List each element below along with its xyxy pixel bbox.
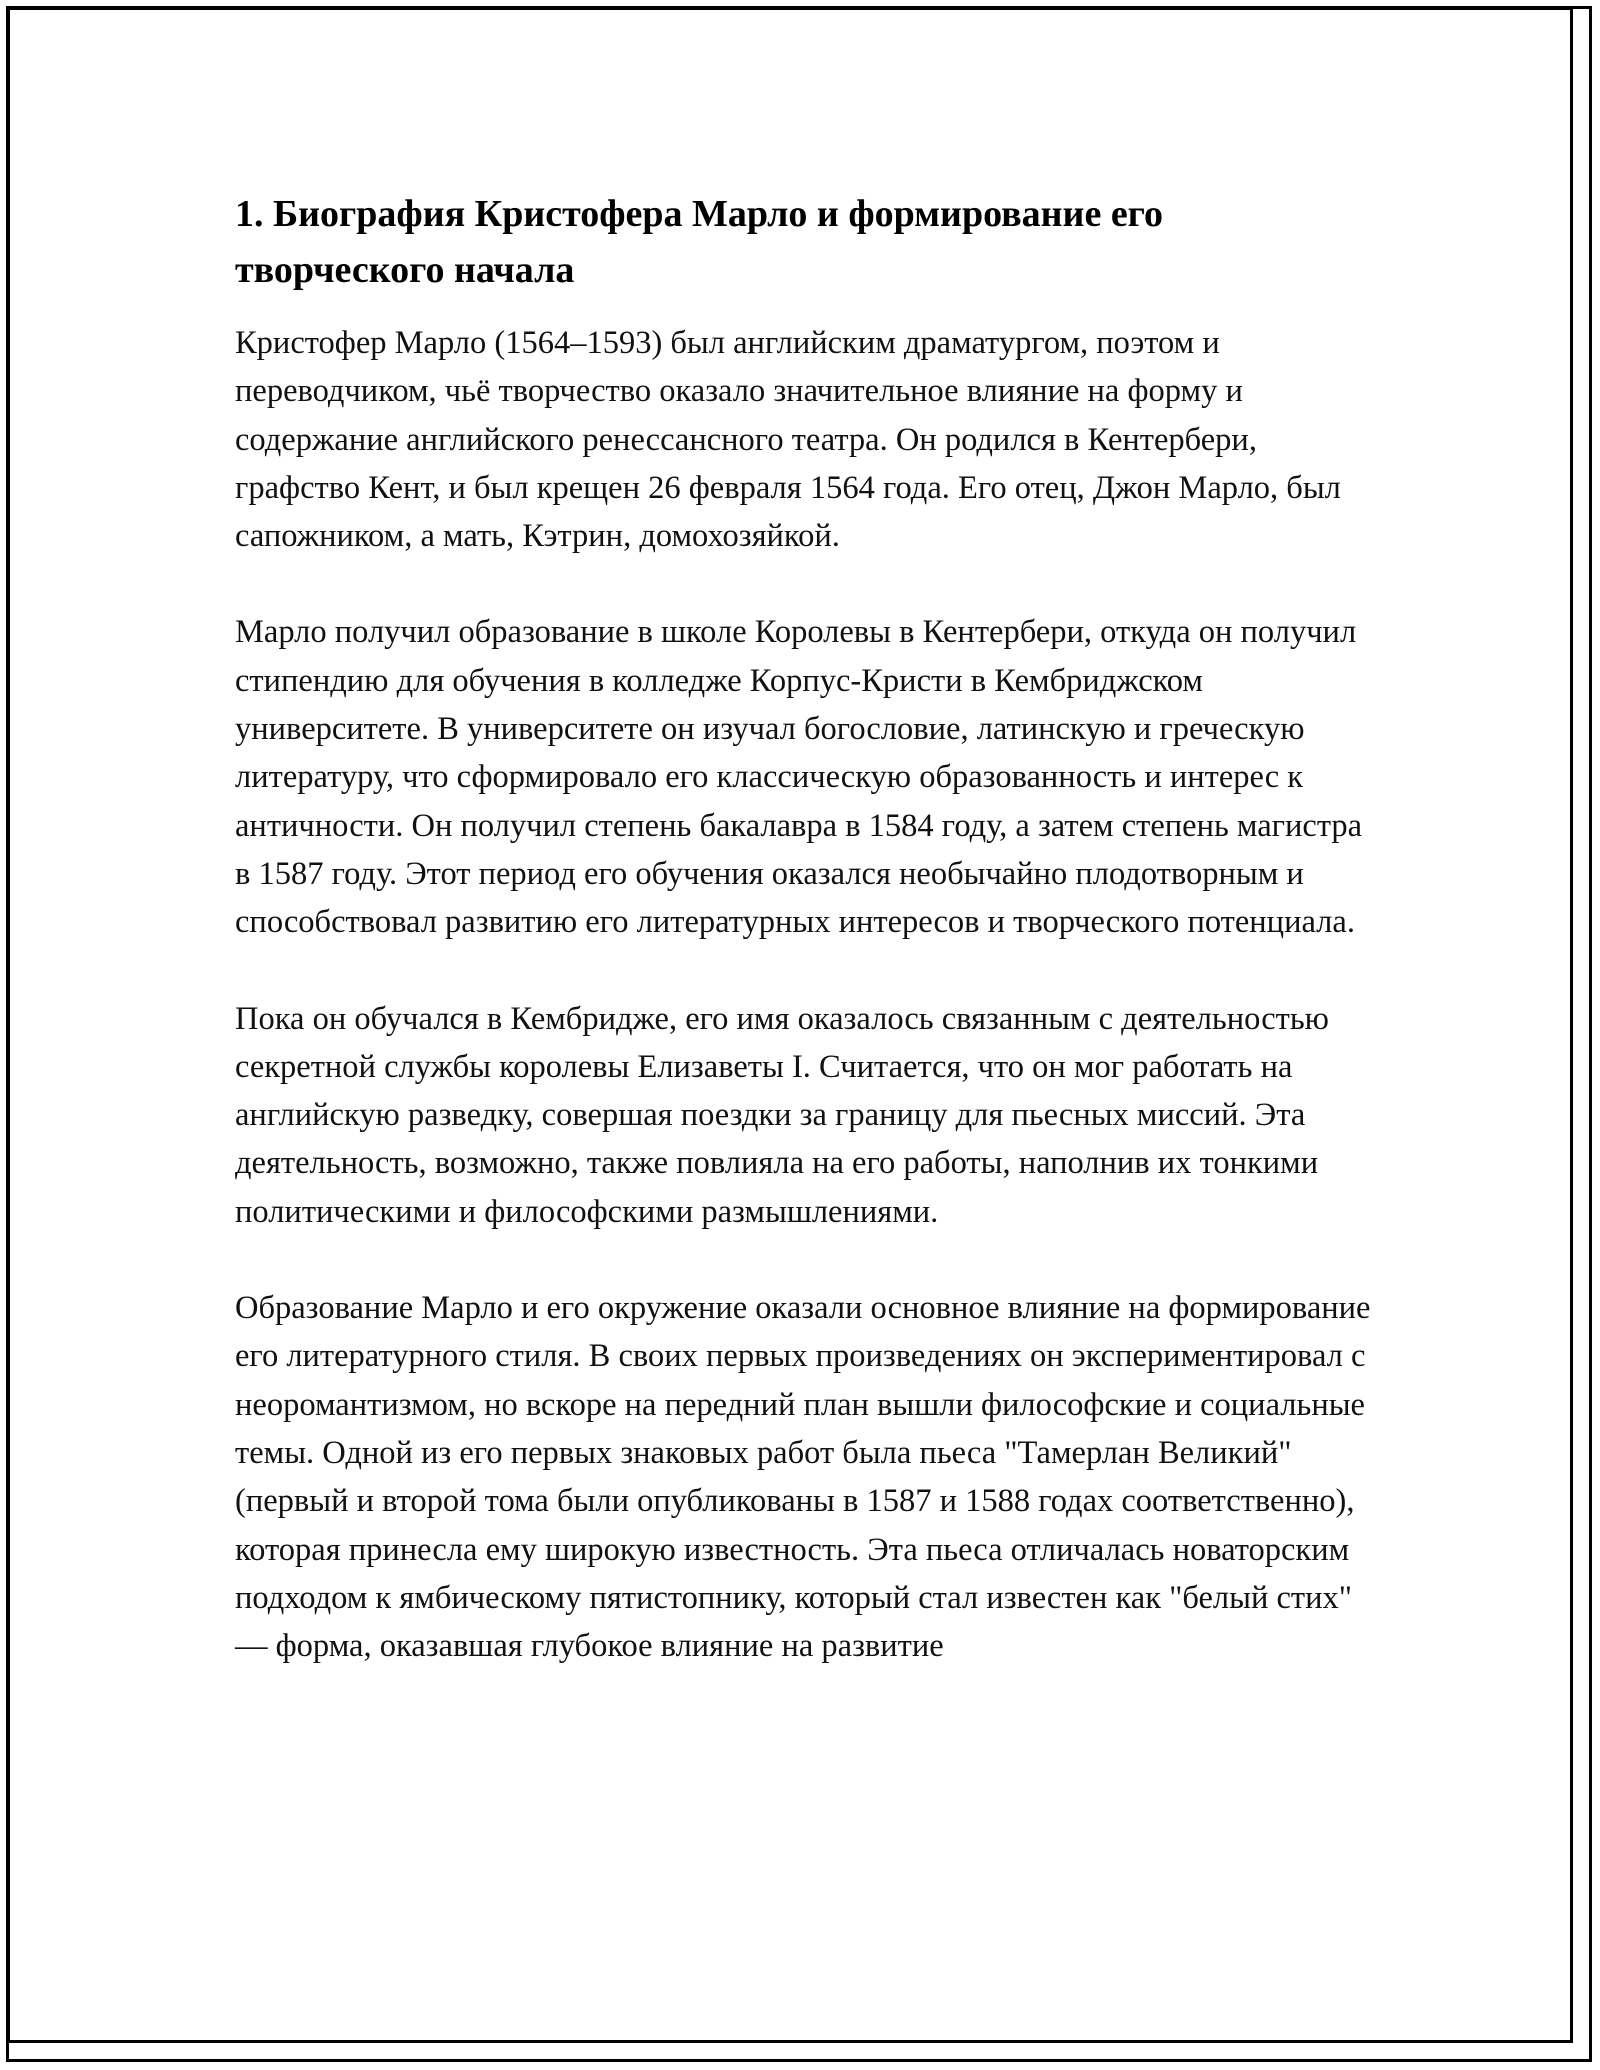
paragraph-2: Марло получил образование в школе Королевы в Кентербери, откуда он получил стипендию для обучения в колледже Корпус-Кристи в Кембриджском университете. В университете он изучал богословие, латинскую и греческую литературу, что сформировало его классическую образованность и интерес к античности. Он получил степень бакалавра в 1584 году, а затем степень магистра в 1587 году. Этот период его обучения оказался необычайно плодотворным и способствовал развитию его литературных интересов и творческого потенциала. <box>235 614 1363 941</box>
section-heading: 1. Биография Кристофера Марло и формирование его творческого начала <box>235 193 1163 291</box>
paragraph-4: Образование Марло и его окружение оказали основное влияние на формирование его литературного стиля. В своих первых произведениях он экспериментировал с неоромантизмом, но вскоре на передний план вышли философские и социальные темы. Одной из его первых знаковых работ была пьеса "Тамерлан Великий" (первый и второй тома были опубликованы в 1587 и 1588 годах соответственно), которая принесла ему широкую известность. Эта пьеса отличалась новаторским подходом к ямбическому пятистопнику, который стал известен как "белый стих" — форма, оказавшая глубокое влияние на развитие <box>235 1290 1371 1665</box>
paragraph-3: Пока он обучался в Кембридже, его имя оказалось связанным с деятельностью секретной службы королевы Елизаветы I. Считается, что он мог работать на английскую разведку, совершая поездки за границу для пьесных миссий. Эта деятельность, возможно, также повлияла на его работы, наполнив их тонкими политическими и философскими размышлениями. <box>235 1000 1329 1230</box>
paragraph-1: Кристофер Марло (1564–1593) был английским драматургом, поэтом и переводчиком, чьё творчество оказало значительное влияние на форму и содержание английского ренессансного театра. Он родился в Кентербери, графство Кент, и был крещен 26 февраля 1564 года. Его отец, Джон Марло, был сапожником, а мать, Кэтрин, домохозяйкой. <box>235 325 1341 555</box>
document-body <box>235 186 1375 1718</box>
